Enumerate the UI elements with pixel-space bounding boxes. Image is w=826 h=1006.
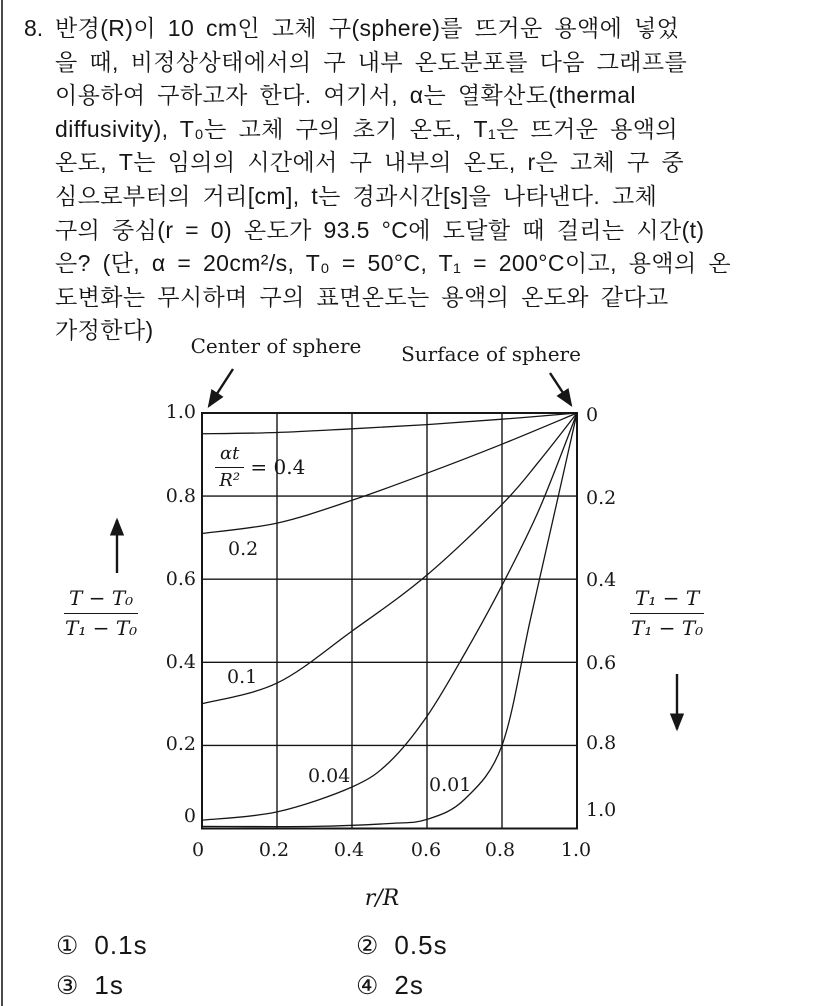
y-axis-left-tick: 0.4 (165, 651, 196, 673)
surface-annotation-arrow-icon (550, 373, 571, 405)
parameter-equals: = 0.4 (250, 455, 306, 479)
y-axis-left-tick: 1.0 (165, 401, 196, 423)
curve-label-0.04: 0.04 (308, 765, 351, 787)
question-line: 도변화는 무시하며 구의 표면온도는 용액의 온도와 같다고 (55, 283, 669, 310)
y-axis-right-tick: 1.0 (586, 799, 617, 821)
option-3 (56, 970, 124, 1001)
option-2-text: 0.5s (394, 930, 448, 960)
right-axis-label (630, 586, 704, 640)
x-axis-title: r/R (364, 886, 400, 911)
curve-αt/R² = 0.4 (202, 413, 577, 434)
option-4 (356, 970, 424, 1001)
curve-label-0.2: 0.2 (228, 538, 259, 560)
option-1-text: 0.1s (94, 930, 148, 960)
option-4-text: 2s (394, 970, 424, 1000)
y-axis-left-tick: 0.8 (165, 485, 196, 507)
parameter-denominator: R² (219, 470, 241, 491)
y-axis-left-tick: 0 (183, 805, 196, 827)
y-axis-right-tick: 0.2 (586, 487, 617, 509)
option-3-text: 1s (94, 970, 124, 1000)
option-1-marker: ① (56, 932, 79, 960)
curve-label-0.1: 0.1 (227, 666, 258, 688)
question-line: 심으로부터의 거리[cm], t는 경과시간[s]을 나타낸다. 고체 (55, 182, 658, 209)
question-line: 은? (단, α = 20cm²/s, T₀ = 50°C, T₁ = 200°C이고, 용액의 온 (55, 250, 731, 277)
curve-parameter-label (215, 443, 305, 491)
question-text (55, 12, 811, 348)
option-3-marker: ③ (56, 972, 79, 1000)
question-line: 온도, T는 임의의 시간에서 구 내부의 온도, r은 고체 구 중 (55, 149, 684, 176)
right-axis-label-denominator: T₁ − T₀ (630, 616, 704, 640)
question-number: 8. (24, 15, 44, 41)
question-line: 반경(R)이 10 cm인 고체 구(sphere)를 뜨거운 용액에 넣었 (55, 15, 680, 41)
center-annotation-arrow-icon (209, 369, 233, 406)
x-axis-tick: 0.4 (333, 839, 365, 861)
option-4-marker: ④ (356, 972, 379, 1000)
y-axis-right-tick: 0.8 (586, 732, 617, 754)
y-axis-left-tick: 0.2 (165, 733, 196, 755)
curve-label-0.01: 0.01 (429, 774, 472, 796)
annotation-surface-of-sphere: Surface of sphere (401, 342, 581, 366)
x-axis-tick: 0.6 (410, 839, 442, 861)
y-axis-right-tick: 0 (586, 404, 599, 426)
left-axis-label-denominator: T₁ − T₀ (64, 616, 138, 640)
parameter-numerator: αt (215, 443, 244, 468)
parameter-fraction (215, 443, 244, 491)
right-axis-label-numerator: T₁ − T (630, 586, 704, 614)
question-line: 가정한다) (55, 317, 154, 344)
x-axis-tick: 0.8 (484, 839, 516, 861)
y-axis-right-tick: 0.4 (586, 569, 617, 591)
question-line: 구의 중심(r = 0) 온도가 93.5 °C에 도달할 때 걸리는 시간(t) (55, 216, 705, 243)
question-line: 을 때, 비정상상태에서의 구 내부 온도분포를 다음 그래프를 (55, 48, 688, 75)
y-axis-left-tick: 0.6 (165, 568, 196, 590)
x-axis-tick: 0.2 (258, 839, 290, 861)
option-2 (356, 930, 448, 961)
x-axis-tick: 1.0 (560, 839, 592, 861)
x-axis-tick: 0 (191, 839, 205, 861)
left-axis-label (64, 586, 138, 640)
option-2-marker: ② (356, 932, 379, 960)
annotation-center-of-sphere: Center of sphere (190, 334, 362, 358)
y-axis-right-tick: 0.6 (586, 652, 617, 674)
question-line: diffusivity), T₀는 고체 구의 초기 온도, T₁은 뜨거운 용액의 (55, 115, 679, 142)
question-line: 이용하여 구하고자 한다. 여기서, α는 열확산도(thermal (55, 82, 636, 109)
left-axis-label-numerator: T − T₀ (64, 586, 138, 614)
option-1 (56, 930, 148, 961)
